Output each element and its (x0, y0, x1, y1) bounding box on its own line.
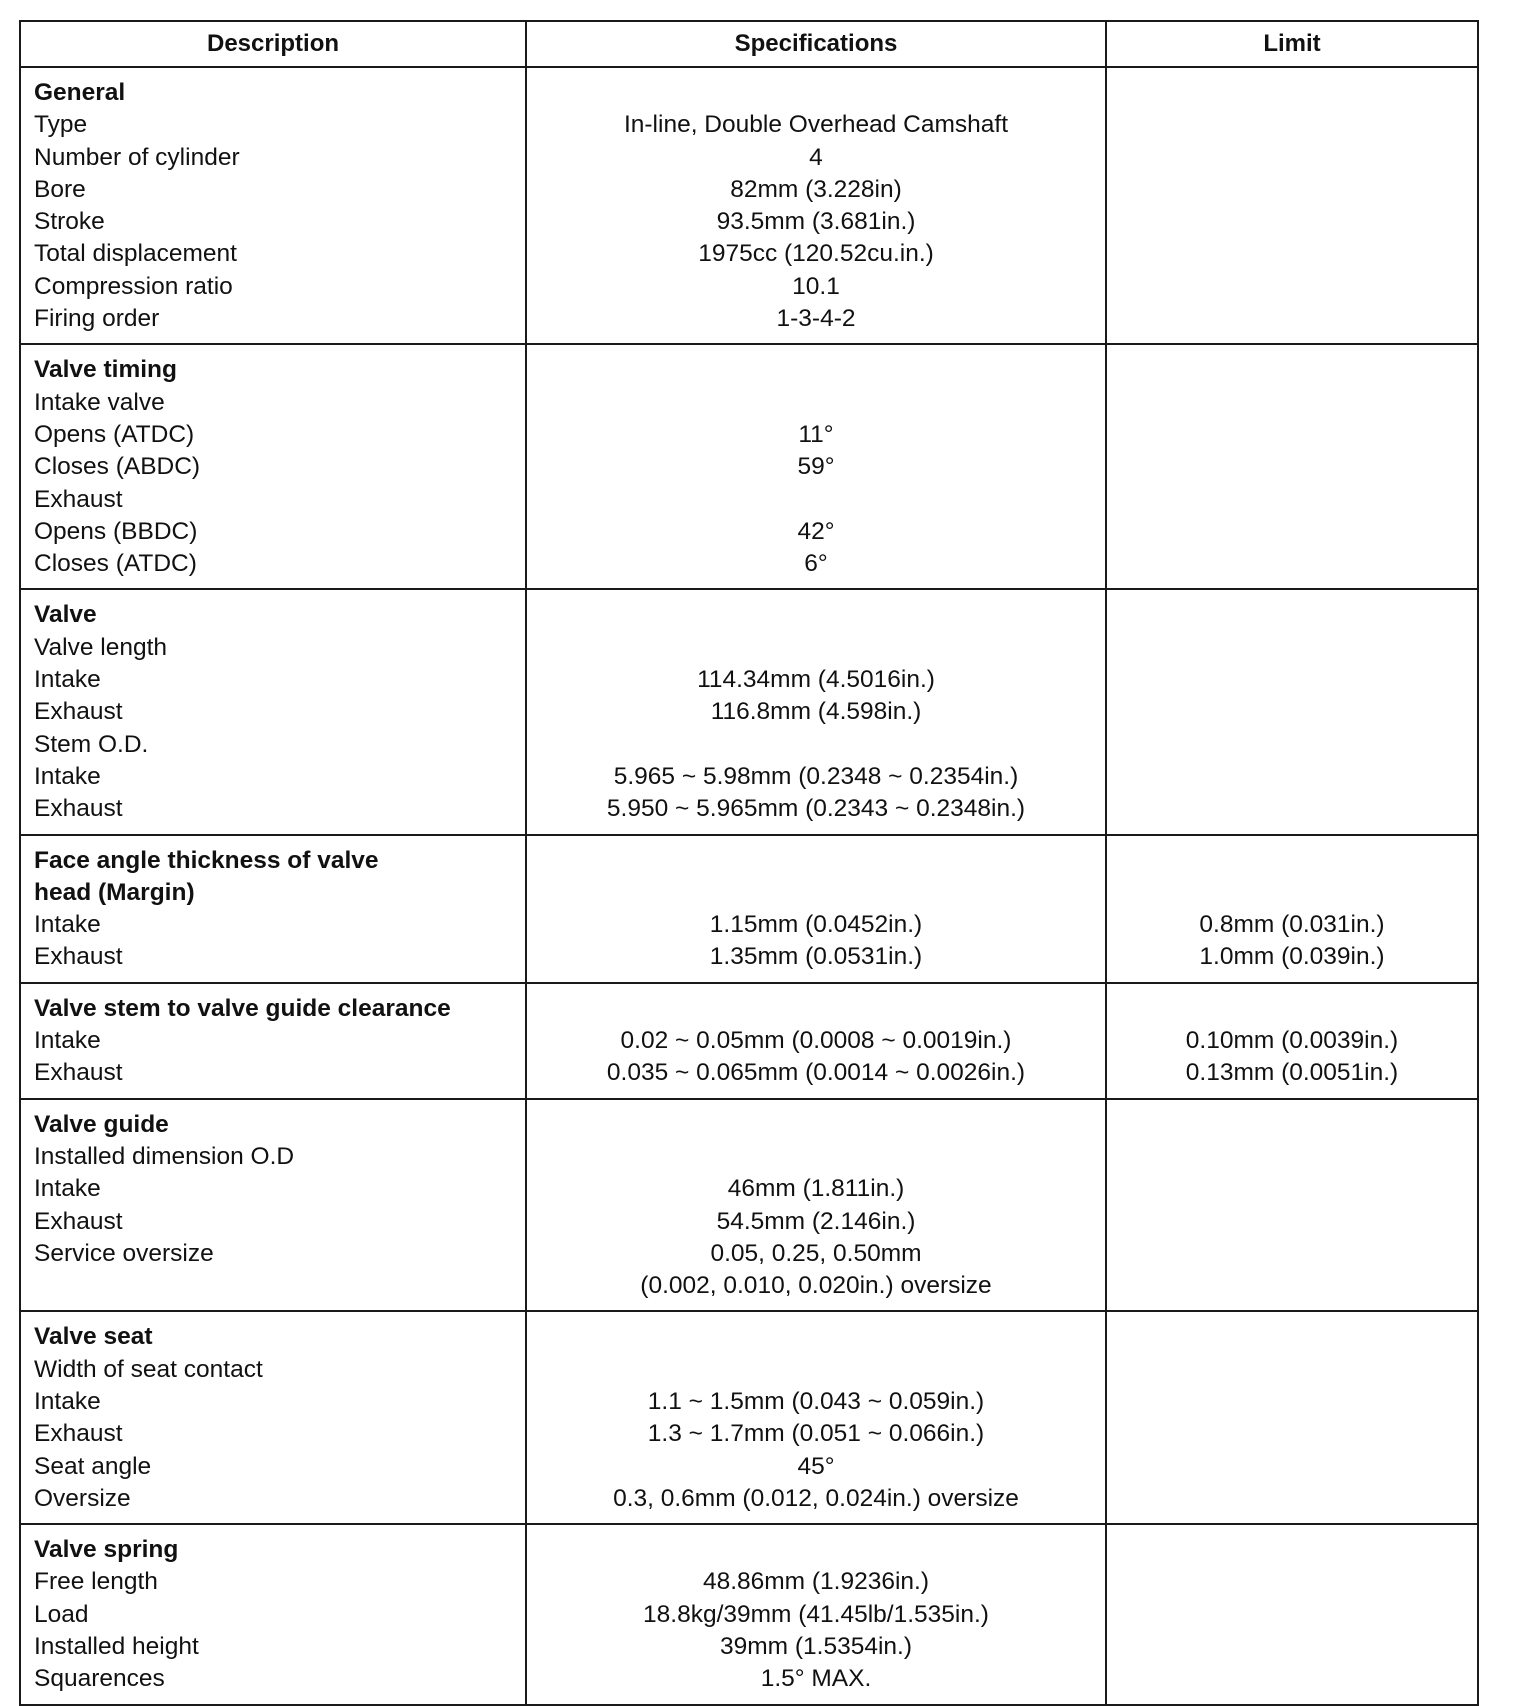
spacer-line (527, 599, 1105, 631)
row-spec-value: 0.02 ~ 0.05mm (0.0008 ~ 0.0019in.) (620, 1027, 1012, 1055)
row-label: Intake (34, 911, 101, 939)
description-cell (20, 344, 526, 589)
row-label: Intake valve (34, 388, 165, 416)
row-label: Exhaust (34, 485, 123, 513)
row-limit-value: 0.8mm (0.031in.) (1199, 911, 1385, 939)
row-label: Firing order (34, 305, 160, 333)
row-spec-value: 39mm (1.5354in.) (719, 1633, 912, 1661)
row-limit-value (1107, 1141, 1477, 1173)
row-label: Exhaust (34, 1207, 123, 1235)
row-label: Exhaust (34, 1420, 123, 1448)
row-label: Stroke (34, 208, 105, 236)
spacer-line (1107, 1534, 1477, 1566)
description-cell (20, 835, 526, 983)
row-spec-value: 1.5° MAX. (760, 1665, 872, 1693)
row-spec-value: 46mm (1.811in.) (727, 1175, 905, 1203)
row-limit-value (1107, 142, 1477, 174)
row-label: Type (34, 111, 88, 139)
row-label: Exhaust (34, 943, 123, 971)
header-specifications: Specifications (526, 21, 1106, 67)
row-spec-value: 1-3-4-2 (776, 305, 856, 333)
spec-section-row (20, 67, 1478, 344)
row-limit-value (1107, 109, 1477, 141)
row-label: Installed dimension O.D (34, 1142, 295, 1170)
section-title: Face angle thickness of valve (34, 846, 379, 874)
row-label: Load (34, 1600, 89, 1628)
row-label: Exhaust (34, 698, 123, 726)
spec-section-row (20, 344, 1478, 589)
row-limit-value (1107, 303, 1477, 335)
row-limit-value (1107, 484, 1477, 516)
row-label: Opens (BBDC) (34, 517, 198, 545)
row-spec-value (527, 484, 1105, 516)
row-spec-value: 1.35mm (0.0531in.) (709, 943, 923, 971)
header-description: Description (20, 21, 526, 67)
row-limit-value (1107, 1238, 1477, 1270)
row-spec-value: 0.3, 0.6mm (0.012, 0.024in.) oversize (613, 1484, 1019, 1512)
description-cell (20, 1311, 526, 1524)
spacer-line (527, 845, 1105, 877)
row-label: Service oversize (34, 1239, 214, 1267)
section-title: Valve timing (34, 356, 177, 384)
row-label: Closes (ABDC) (34, 453, 201, 481)
row-limit-value (1107, 696, 1477, 728)
row-limit-value (1107, 1386, 1477, 1418)
row-label: Total displacement (34, 240, 237, 268)
description-cell (20, 67, 526, 344)
row-limit-value (1107, 793, 1477, 825)
spec-table (19, 20, 1479, 1706)
row-limit-value (1107, 206, 1477, 238)
specifications-cell (526, 67, 1106, 344)
row-label: Number of cylinder (34, 143, 240, 171)
spacer-line (527, 354, 1105, 386)
limit-cell (1106, 1311, 1478, 1524)
row-limit-value (1107, 729, 1477, 761)
table-header-row (20, 21, 1478, 67)
specifications-cell (526, 1099, 1106, 1312)
spacer-line (527, 877, 1105, 909)
row-spec-value: 5.950 ~ 5.965mm (0.2343 ~ 0.2348in.) (606, 795, 1026, 823)
row-limit-value (1107, 387, 1477, 419)
spacer-line (527, 1109, 1105, 1141)
row-spec-value: 1.15mm (0.0452in.) (709, 911, 923, 939)
section-title: General (34, 79, 126, 106)
row-label: Oversize (34, 1484, 131, 1512)
specifications-cell (526, 344, 1106, 589)
row-label: Intake (34, 1027, 101, 1055)
row-label: Intake (34, 666, 101, 694)
row-label: Squarences (34, 1665, 165, 1693)
row-spec-value: 59° (797, 453, 835, 481)
row-label: Opens (ATDC) (34, 420, 195, 448)
row-limit-value (1107, 1599, 1477, 1631)
row-spec-value: 5.965 ~ 5.98mm (0.2348 ~ 0.2354in.) (613, 762, 1019, 790)
row-spec-value: 11° (798, 420, 834, 448)
row-spec-value: 4 (809, 143, 823, 171)
row-label: Width of seat contact (34, 1355, 263, 1383)
spec-section-row (20, 1099, 1478, 1312)
row-label: Stem O.D. (34, 730, 149, 758)
row-limit-value (1107, 1566, 1477, 1598)
spacer-line (1107, 77, 1477, 109)
specifications-cell (526, 835, 1106, 983)
row-limit-value (1107, 1354, 1477, 1386)
row-limit-value (1107, 174, 1477, 206)
section-title: Valve guide (34, 1110, 169, 1138)
spacer-line (1107, 1109, 1477, 1141)
row-spec-value: 6° (804, 550, 828, 578)
row-spec-value: 1.3 ~ 1.7mm (0.051 ~ 0.066in.) (647, 1420, 985, 1448)
row-label: Bore (34, 175, 86, 203)
row-limit-value (1107, 1270, 1477, 1302)
row-spec-value: 54.5mm (2.146in.) (716, 1207, 916, 1235)
row-label: Seat angle (34, 1452, 152, 1480)
description-cell (20, 589, 526, 834)
spacer-line (1107, 845, 1477, 877)
row-spec-value: 0.035 ~ 0.065mm (0.0014 ~ 0.0026in.) (606, 1059, 1026, 1087)
row-label: Installed height (34, 1633, 199, 1661)
row-limit-value (1107, 664, 1477, 696)
section-title: Valve seat (34, 1323, 153, 1351)
row-spec-value: In-line, Double Overhead Camshaft (623, 111, 1009, 139)
row-spec-value: (0.002, 0.010, 0.020in.) oversize (640, 1272, 992, 1300)
limit-cell (1106, 67, 1478, 344)
row-label (21, 1270, 525, 1302)
limit-cell (1106, 835, 1478, 983)
row-limit-value: 1.0mm (0.039in.) (1199, 943, 1385, 971)
row-limit-value (1107, 632, 1477, 664)
specifications-cell (526, 1524, 1106, 1704)
row-label: Closes (ATDC) (34, 550, 197, 578)
row-label: Valve length (34, 633, 168, 661)
header-limit: Limit (1106, 21, 1478, 67)
row-limit-value: 0.10mm (0.0039in.) (1185, 1027, 1399, 1055)
limit-cell (1106, 1099, 1478, 1312)
row-spec-value: 18.8kg/39mm (41.45lb/1.535in.) (643, 1600, 989, 1628)
row-label: Exhaust (34, 1059, 123, 1087)
row-spec-value (527, 387, 1105, 419)
row-spec-value: 82mm (3.228in) (730, 175, 902, 203)
row-label: Intake (34, 1175, 101, 1203)
specifications-cell (526, 983, 1106, 1099)
spec-section-row (20, 835, 1478, 983)
spacer-line (1107, 877, 1477, 909)
row-limit-value: 0.13mm (0.0051in.) (1185, 1059, 1399, 1087)
row-limit-value (1107, 271, 1477, 303)
spec-section-row (20, 1311, 1478, 1524)
row-limit-value (1107, 1173, 1477, 1205)
spacer-line (1107, 599, 1477, 631)
specifications-cell (526, 1311, 1106, 1524)
spacer-line (527, 1534, 1105, 1566)
spec-section-row (20, 1524, 1478, 1704)
section-title: head (Margin) (34, 878, 195, 906)
row-limit-value (1107, 451, 1477, 483)
limit-cell (1106, 589, 1478, 834)
spacer-line (527, 993, 1105, 1025)
spacer-line (1107, 993, 1477, 1025)
spec-section-row (20, 983, 1478, 1099)
section-title: Valve (34, 601, 97, 629)
description-cell (20, 983, 526, 1099)
row-spec-value (527, 729, 1105, 761)
row-label: Exhaust (34, 795, 123, 823)
row-spec-value: 1975cc (120.52cu.in.) (698, 240, 934, 268)
spacer-line (527, 77, 1105, 109)
limit-cell (1106, 983, 1478, 1099)
spacer-line (1107, 1321, 1477, 1353)
spacer-line (527, 1321, 1105, 1353)
row-limit-value (1107, 1631, 1477, 1663)
row-limit-value (1107, 1418, 1477, 1450)
row-limit-value (1107, 238, 1477, 270)
description-cell (20, 1099, 526, 1312)
row-spec-value (527, 1141, 1105, 1173)
row-limit-value (1107, 419, 1477, 451)
row-limit-value (1107, 516, 1477, 548)
row-spec-value: 114.34mm (4.5016in.) (697, 666, 935, 694)
description-cell (20, 1524, 526, 1704)
specifications-cell (526, 589, 1106, 834)
row-limit-value (1107, 1483, 1477, 1515)
row-spec-value: 116.8mm (4.598in.) (710, 698, 922, 726)
section-title: Valve spring (34, 1536, 179, 1564)
row-label: Intake (34, 762, 101, 790)
row-spec-value: 1.1 ~ 1.5mm (0.043 ~ 0.059in.) (647, 1387, 985, 1415)
row-limit-value (1107, 761, 1477, 793)
row-label: Free length (34, 1568, 158, 1596)
row-limit-value (1107, 1206, 1477, 1238)
row-limit-value (1107, 1451, 1477, 1483)
row-spec-value: 93.5mm (3.681in.) (716, 208, 916, 236)
row-label: Compression ratio (34, 272, 233, 300)
spec-section-row (20, 589, 1478, 834)
row-spec-value: 10.1 (792, 272, 840, 300)
row-spec-value (527, 1354, 1105, 1386)
row-label: Intake (34, 1387, 101, 1415)
row-spec-value: 48.86mm (1.9236in.) (702, 1568, 930, 1596)
row-limit-value (1107, 548, 1477, 580)
row-spec-value: 45° (797, 1452, 835, 1480)
limit-cell (1106, 344, 1478, 589)
row-spec-value: 42° (797, 517, 835, 545)
row-limit-value (1107, 1663, 1477, 1695)
limit-cell (1106, 1524, 1478, 1704)
table-body (20, 67, 1478, 1705)
row-spec-value: 0.05, 0.25, 0.50mm (710, 1239, 922, 1267)
row-spec-value (527, 632, 1105, 664)
spacer-line (1107, 354, 1477, 386)
section-title: Valve stem to valve guide clearance (34, 994, 451, 1022)
